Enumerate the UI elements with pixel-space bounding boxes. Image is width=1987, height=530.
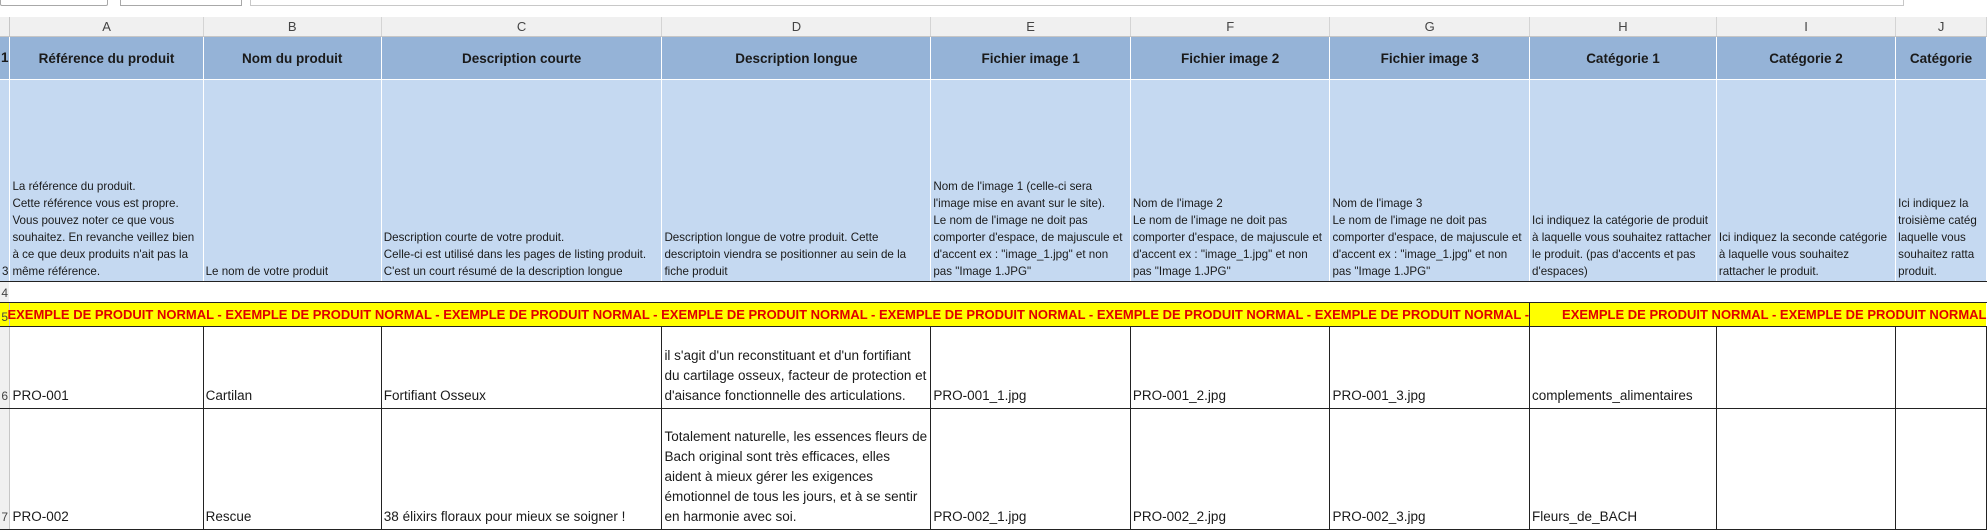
grid-cell[interactable] (1330, 282, 1530, 303)
description-row (0, 80, 1986, 282)
example-banner-right[interactable]: EXEMPLE DE PRODUIT NORMAL - EXEMPLE DE PRODUIT NORMAL (1530, 303, 1987, 327)
description-cell[interactable]: La référence du produit. Cette référence vous est propre. Vous pouvez noter ce que vous souhaitez. En revanche veillez bien à ce que deux produits n'ait pas la même référence. (10, 80, 203, 282)
product-short-description-cell[interactable]: 38 élixirs floraux pour mieux se soigner ! (381, 409, 662, 530)
product-category-1-cell[interactable]: complements_alimentaires (1530, 327, 1717, 409)
row-number-3[interactable]: 3 (0, 80, 10, 282)
column-header-g[interactable]: G (1330, 17, 1530, 37)
row-number-7[interactable]: 7 (0, 409, 10, 530)
column-header-j[interactable]: J (1896, 17, 1987, 37)
product-category-2-cell[interactable] (1716, 409, 1895, 530)
header-cell-reference[interactable]: Référence du produit (10, 37, 203, 80)
column-header-f[interactable]: F (1130, 17, 1330, 37)
column-header-a[interactable]: A (10, 17, 203, 37)
header-cell-image-3[interactable]: Fichier image 3 (1330, 37, 1530, 80)
description-cell[interactable]: Nom de l'image 2 Le nom de l'image ne doit pas comporter d'espace, de majuscule et d'accent ex : "image_1.jpg" et non pas "Image 1.JPG" (1130, 80, 1330, 282)
description-cell[interactable]: Nom de l'image 1 (celle-ci sera l'image mise en avant sur le site). Le nom de l'image ne doit pas comporter d'espace, de majuscule et d'accent ex : "image_1.jpg" et non pas "Image 1.JPG" (931, 80, 1131, 282)
header-cell-categorie-3[interactable]: Catégorie (1896, 37, 1987, 80)
column-header-c[interactable]: C (381, 17, 662, 37)
grid-cell[interactable] (931, 282, 1131, 303)
example-banner-left[interactable] (7, 303, 1530, 327)
toolbar-strip (0, 0, 1904, 17)
grid-cell[interactable] (203, 282, 381, 303)
name-box[interactable] (0, 0, 108, 6)
product-name-cell[interactable]: Rescue (203, 409, 381, 530)
column-header-h[interactable]: H (1530, 17, 1717, 37)
header-cell-description-courte[interactable]: Description courte (381, 37, 662, 80)
formula-bar[interactable] (250, 0, 1904, 6)
product-category-2-cell[interactable] (1716, 327, 1895, 409)
select-all-corner[interactable] (0, 17, 10, 37)
header-cell-categorie-1[interactable]: Catégorie 1 (1530, 37, 1717, 80)
column-header-d[interactable]: D (662, 17, 931, 37)
column-header-e[interactable]: E (931, 17, 1131, 37)
product-ref-cell[interactable]: PRO-001 (10, 327, 203, 409)
example-banner-left-text: EXEMPLE DE PRODUIT NORMAL - EXEMPLE DE PRODUIT NORMAL - EXEMPLE DE PRODUIT NORMAL - EXEMPLE DE PRODUIT NORMAL - EXEMPLE DE PRODUIT NORMAL - EXEMPLE DE PRODUIT NORMAL - EXEMPLE DE PRODUIT NORMAL - (7, 307, 1530, 322)
product-category-3-cell[interactable] (1896, 409, 1987, 530)
product-ref-cell[interactable]: PRO-002 (10, 409, 203, 530)
column-header-b[interactable]: B (203, 17, 381, 37)
row-number-6[interactable]: 6 (0, 327, 10, 409)
spreadsheet-grid (0, 17, 1987, 530)
description-cell[interactable]: Ici indiquez la catégorie de produit à laquelle vous souhaitez rattacher le produit. (pas d'accents et pas d'espaces) (1530, 80, 1717, 282)
description-cell[interactable]: Le nom de votre produit (203, 80, 381, 282)
grid-cell[interactable] (381, 282, 662, 303)
header-cell-categorie-2[interactable]: Catégorie 2 (1716, 37, 1895, 80)
row-number-5[interactable]: 5 (0, 303, 10, 327)
row-number-1[interactable]: 1 (0, 37, 10, 80)
column-header-row (0, 17, 1986, 37)
header-row (0, 37, 1986, 80)
product-image-3-cell[interactable]: PRO-002_3.jpg (1330, 409, 1530, 530)
description-cell[interactable]: Description longue de votre produit. Cette descriptoin viendra se positionner au sein de la fiche produit (662, 80, 931, 282)
description-cell[interactable]: Ici indiquez la seconde catégorie à laquelle vous souhaitez rattacher le produit. (1716, 80, 1895, 282)
grid-cell[interactable] (1530, 282, 1717, 303)
row-number-4[interactable]: 4 (0, 282, 10, 303)
example-banner-row (0, 303, 1986, 327)
grid-cell[interactable] (1896, 282, 1987, 303)
header-cell-image-2[interactable]: Fichier image 2 (1130, 37, 1330, 80)
empty-row (0, 282, 1986, 303)
product-category-1-cell[interactable]: Fleurs_de_BACH (1530, 409, 1717, 530)
grid-cell[interactable] (1716, 282, 1895, 303)
product-image-2-cell[interactable]: PRO-002_2.jpg (1130, 409, 1330, 530)
description-cell[interactable]: Description courte de votre produit. Celle-ci est utilisé dans les pages de listing produit. C'est un court résumé de la description longue (381, 80, 662, 282)
header-cell-nom[interactable]: Nom du produit (203, 37, 381, 80)
header-cell-image-1[interactable]: Fichier image 1 (931, 37, 1131, 80)
product-image-2-cell[interactable]: PRO-001_2.jpg (1130, 327, 1330, 409)
product-image-1-cell[interactable]: PRO-002_1.jpg (931, 409, 1131, 530)
product-row (0, 327, 1986, 409)
product-short-description-cell[interactable]: Fortifiant Osseux (381, 327, 662, 409)
product-long-description-cell[interactable]: il s'agit d'un reconstituant et d'un fortifiant du cartilage osseux, facteur de protection et d'aisance fonctionnelle des articulations. (662, 327, 931, 409)
product-name-cell[interactable]: Cartilan (203, 327, 381, 409)
grid-cell[interactable] (10, 282, 203, 303)
grid-cell[interactable] (1130, 282, 1330, 303)
formula-controls[interactable] (120, 0, 242, 6)
header-cell-description-longue[interactable]: Description longue (662, 37, 931, 80)
product-category-3-cell[interactable] (1896, 327, 1987, 409)
product-image-1-cell[interactable]: PRO-001_1.jpg (931, 327, 1131, 409)
product-row (0, 409, 1986, 530)
description-cell[interactable]: Nom de l'image 3 Le nom de l'image ne doit pas comporter d'espace, de majuscule et d'accent ex : "image_1.jpg" et non pas "Image 1.JPG" (1330, 80, 1530, 282)
grid-cell[interactable] (662, 282, 931, 303)
product-image-3-cell[interactable]: PRO-001_3.jpg (1330, 327, 1530, 409)
description-cell[interactable]: Ici indiquez la troisième catég laquelle vous souhaitez ratta produit. (1896, 80, 1987, 282)
column-header-i[interactable]: I (1716, 17, 1895, 37)
product-long-description-cell[interactable]: Totalement naturelle, les essences fleurs de Bach original sont très efficaces, elles aident à mieux gérer les exigences émotionnel de tous les jours, et à se sentir en harmonie avec soi. (662, 409, 931, 530)
